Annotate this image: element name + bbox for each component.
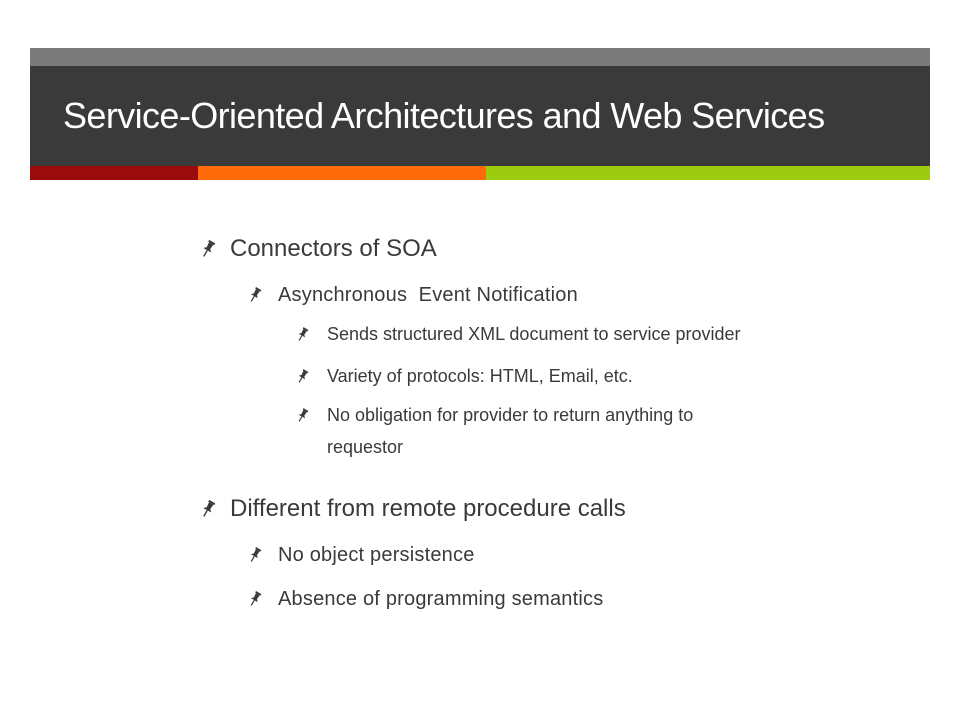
bullet-text: Different from remote procedure calls [230,495,626,522]
bullet-absence-of-programming-semantics [248,586,603,612]
slide-title: Service-Oriented Architectures and Web Services [63,95,825,136]
pushpin-icon [248,591,262,607]
pushpin-icon [296,408,309,423]
bullet-no-object-persistence [248,542,475,568]
pushpin-icon [248,547,262,563]
bullet-connectors-of-soa [200,234,437,264]
pushpin-icon [200,500,216,518]
pushpin-icon [296,369,309,384]
bullet-text: Absence of programming semantics [278,588,604,610]
bullet-different-from-rpc [200,494,626,524]
pushpin-icon [200,240,216,258]
bullet-text: No obligation for provider to return anything to [327,405,694,425]
bullet-text-continuation: requestor [327,437,404,457]
bullet-text: Variety of protocols: HTML, Email, etc. [327,366,633,386]
pushpin-icon [296,327,309,342]
bullet-no-obligation [296,399,693,463]
bullet-sends-structured-xml [296,318,741,350]
bullet-variety-of-protocols [296,360,633,392]
bullet-text: Sends structured XML document to service provider [327,324,741,344]
bullet-text: No object persistence [278,544,475,566]
bullet-text: Connectors of SOA [230,235,437,262]
pushpin-icon [248,287,262,303]
bullet-text: Asynchronous Event Notification [278,284,578,306]
bullet-asynchronous-event-notification [248,282,578,308]
